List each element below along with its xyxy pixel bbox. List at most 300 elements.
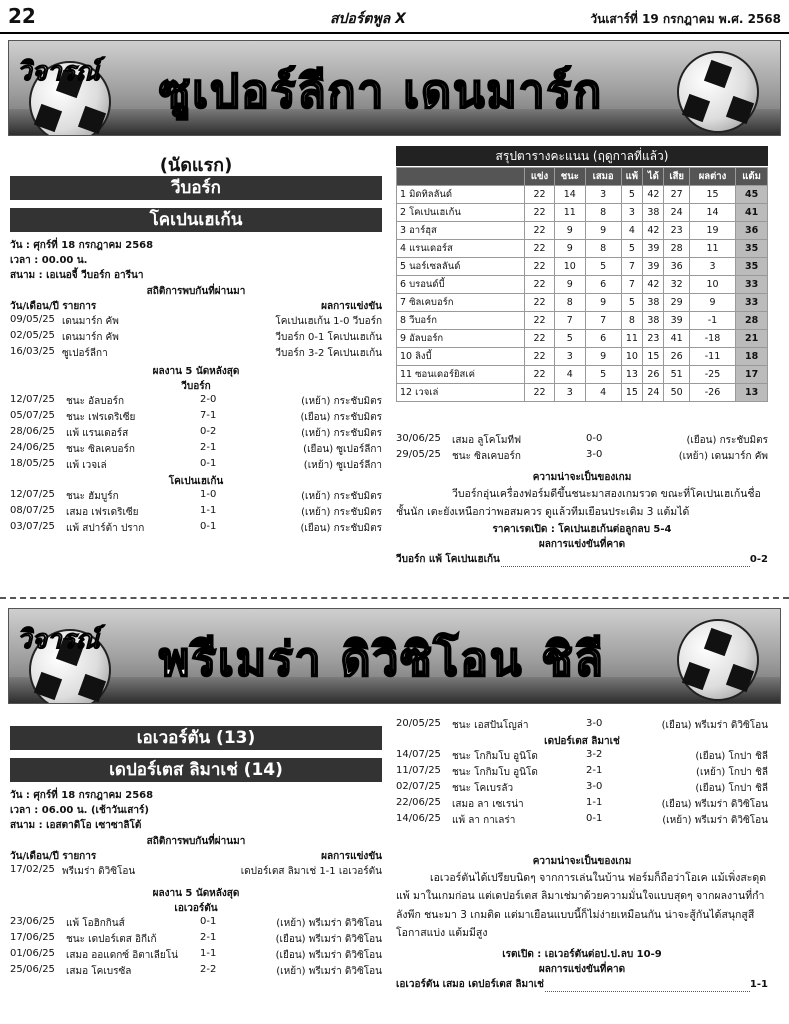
stat-cell: 22 <box>525 186 555 204</box>
stat-cell: 38 <box>643 204 664 222</box>
stat-cell: 8 <box>554 294 585 312</box>
row-venue-competition: (เยือน) กระชับมิตร <box>300 412 382 423</box>
table-row <box>397 366 768 384</box>
team2-form-title: เดปอร์เตส ลิมาเช่ <box>544 736 620 747</box>
row-venue-competition: (เยือน) กระชับมิตร <box>686 435 768 446</box>
row-score: 2-1 <box>586 765 603 776</box>
stat-cell: 4 <box>621 222 643 240</box>
row-score: 0-1 <box>200 458 217 469</box>
form-row <box>10 521 382 536</box>
row-result: โคเปนเฮเก้น 1-0 วีบอร์ก <box>275 316 382 327</box>
stat-cell: 42 <box>643 186 664 204</box>
row-venue-competition: (เหย้า) กระชับมิตร <box>301 507 382 518</box>
row-venue-competition: (เยือน) โกปา ชิลี <box>695 783 768 794</box>
table-row <box>397 258 768 276</box>
row-competition: เดนมาร์ก คัพ <box>62 332 119 343</box>
team1-form-list <box>10 394 382 474</box>
stat-cell: 22 <box>525 222 555 240</box>
row-date: 09/05/25 <box>10 314 55 325</box>
points-cell: 35 <box>736 258 768 276</box>
table-header-team <box>397 168 525 186</box>
row-venue-competition: (เหย้า) เดนมาร์ก คัพ <box>678 451 768 462</box>
predict-text: เอเวอร์ตัน เสมอ เดปอร์เตส ลิมาเช่ <box>396 978 544 990</box>
row-venue-competition: (เยือน) ซูเปอร์ลีกา <box>303 444 382 455</box>
row-score: 0-2 <box>200 426 217 437</box>
row-venue-competition: (เยือน) โกปา ชิลี <box>695 751 768 762</box>
stat-cell: 5 <box>621 240 643 258</box>
h2h-title: สถิติการพบกันที่ผ่านมา <box>146 286 246 297</box>
row-result: เดปอร์เตส ลิมาเช่ 1-1 เอเวอร์ตัน <box>240 866 382 877</box>
row-date: 01/06/25 <box>10 948 55 959</box>
analysis-text: เอเวอร์ตันได้เปรียบนิดๆ จากการเล่นในบ้าน ฟอร์มก็ถือว่าโอเค แม้เพิ่งสะดุดแพ้ มาในเกมก่อน แต่เดปอร์เตส ลิมาเช่มาด้วยความมั่นใจแบบสุดๆ จากผลงานที่กำลังพีก ชนะมา 3 เกมติด แต่มาเยือนแบบนี้ก็ไม่ง่ายเหมือนกัน น่าจะสู้กันได้สนุกสูสี โอกาสแบ่ง แต้มมีสูง <box>396 872 767 940</box>
form-row <box>10 948 382 963</box>
stat-cell: 39 <box>664 312 689 330</box>
h2h-row <box>10 330 382 345</box>
team2-form-title: โคเปนเฮเก้น <box>168 476 224 487</box>
row-score: 2-1 <box>200 932 217 943</box>
stat-cell: 7 <box>585 312 621 330</box>
stat-cell: 15 <box>689 186 735 204</box>
stat-cell: 23 <box>664 222 689 240</box>
stat-cell: 10 <box>554 258 585 276</box>
table-header-cell: แพ้ <box>621 168 643 186</box>
points-cell: 35 <box>736 240 768 258</box>
points-cell: 33 <box>736 294 768 312</box>
analysis-text: วีบอร์กอุ่นเครื่องฟอร์มดีขึ้นชนะมาสองเกมรวด ขณะที่โคเปนเฮเก้นชื่อชั้นนัก เตะยังเหนือกว่าพอสมควร ดูแล้วทีมเยือนประเดิม 3 แต้มได้ <box>396 488 761 519</box>
stat-cell: 51 <box>664 366 689 384</box>
banner-denmark <box>8 40 781 136</box>
stat-cell: 22 <box>525 240 555 258</box>
stat-cell: -1 <box>689 312 735 330</box>
analysis-a <box>396 470 768 567</box>
team-cell: 7 ซิลเคบอร์ก <box>397 294 525 312</box>
stat-cell: 22 <box>525 330 555 348</box>
predict-title: ผลการแข่งขันที่คาด <box>538 538 626 550</box>
stat-cell: 14 <box>554 186 585 204</box>
row-date: 03/07/25 <box>10 521 55 532</box>
table-row <box>397 348 768 366</box>
stat-cell: 42 <box>643 276 664 294</box>
banner-chile <box>8 608 781 704</box>
row-date: 20/05/25 <box>396 718 441 729</box>
points-cell: 45 <box>736 186 768 204</box>
form-row <box>396 765 768 780</box>
table-header-cell: แต้ม <box>736 168 768 186</box>
stat-cell: 9 <box>554 222 585 240</box>
stat-cell: 22 <box>525 366 555 384</box>
team1-form-title: วีบอร์ก <box>181 381 211 392</box>
stat-cell: 3 <box>689 258 735 276</box>
h2h-row <box>10 314 382 329</box>
points-cell: 28 <box>736 312 768 330</box>
form-row <box>396 749 768 764</box>
row-venue-competition: (เหย้า) โกปา ชิลี <box>696 767 768 778</box>
stat-cell: 6 <box>585 330 621 348</box>
stat-cell: 3 <box>621 204 643 222</box>
row-opponent: ชนะ เดปอร์เตส อิกีเก้ <box>66 934 157 945</box>
stat-cell: 22 <box>525 204 555 222</box>
row-competition: พรีเมร่า ดิวิซิโอน <box>62 866 136 877</box>
col-result: ผลการแข่งขัน <box>321 851 382 862</box>
match-time: เวลา : 06.00 น. (เช้าวันเสาร์) <box>10 805 149 816</box>
points-cell: 17 <box>736 366 768 384</box>
row-opponent: ชนะ ซิลเคบอร์ก <box>66 444 135 455</box>
stat-cell: 9 <box>585 222 621 240</box>
team-cell: 1 มิดทิลลันด์ <box>397 186 525 204</box>
form-title: ผลงาน 5 นัดหลังสุด <box>152 888 240 899</box>
stat-cell: 9 <box>554 276 585 294</box>
stat-cell: 6 <box>585 276 621 294</box>
form-row <box>10 394 382 409</box>
home-team-bar: เอเวอร์ตัน (13) <box>10 726 382 750</box>
stat-cell: 11 <box>554 204 585 222</box>
form-row <box>10 458 382 473</box>
table-header-cell: ได้ <box>643 168 664 186</box>
row-date: 16/03/25 <box>10 346 55 357</box>
stat-cell: 28 <box>664 240 689 258</box>
form-row <box>396 781 768 796</box>
col-date-type: วัน/เดือน/ปี รายการ <box>10 851 97 862</box>
stat-cell: 9 <box>689 294 735 312</box>
stat-cell: 9 <box>585 294 621 312</box>
form-row <box>396 718 768 733</box>
stat-cell: 38 <box>643 312 664 330</box>
row-opponent: ชนะ เฟรเดริเซีย <box>66 412 136 423</box>
h2h-row <box>10 864 382 879</box>
stat-cell: 50 <box>664 384 689 402</box>
form-row <box>10 964 382 979</box>
stat-cell: 9 <box>585 348 621 366</box>
league-title: ซูเปอร์ลีกา เดนมาร์ก <box>159 64 604 118</box>
stat-cell: 22 <box>525 276 555 294</box>
stat-cell: 13 <box>621 366 643 384</box>
team1-form-list <box>10 916 382 980</box>
table-row <box>397 276 768 294</box>
stat-cell: -25 <box>689 366 735 384</box>
row-opponent: ชนะ โกกิมโบ อูนิโด <box>452 767 538 778</box>
stat-cell: 39 <box>643 240 664 258</box>
stat-cell: 8 <box>585 204 621 222</box>
football-icon <box>677 51 759 133</box>
row-result: วีบอร์ก 0-1 โคเปนเฮเก้น <box>275 332 382 343</box>
table-row <box>397 222 768 240</box>
stat-cell: 19 <box>689 222 735 240</box>
divider <box>0 597 789 599</box>
stat-cell: 29 <box>664 294 689 312</box>
row-opponent: ชนะ โคเบรลัว <box>452 783 514 794</box>
stat-cell: 22 <box>525 258 555 276</box>
stat-cell: 26 <box>643 366 664 384</box>
h2h-row <box>10 346 382 361</box>
row-score: 3-0 <box>586 449 603 460</box>
col-date-type: วัน/เดือน/ปี รายการ <box>10 301 97 312</box>
row-venue-competition: (เหย้า) กระชับมิตร <box>301 428 382 439</box>
table-header-cell: ผลต่าง <box>689 168 735 186</box>
row-date: 17/06/25 <box>10 932 55 943</box>
stat-cell: 22 <box>525 384 555 402</box>
stat-cell: 23 <box>643 330 664 348</box>
form-row <box>396 797 768 812</box>
form-row <box>396 449 768 464</box>
row-opponent: แพ้ สปาร์ต้า ปราก <box>66 523 145 534</box>
stat-cell: 9 <box>554 240 585 258</box>
row-opponent: แพ้ แรนเดอร์ส <box>66 428 129 439</box>
row-competition: เดนมาร์ก คัพ <box>62 316 119 327</box>
h2h-title: สถิติการพบกันที่ผ่านมา <box>146 836 246 847</box>
row-score: 1-1 <box>200 505 217 516</box>
form-row <box>10 489 382 504</box>
form-row <box>10 916 382 931</box>
row-venue-competition: (เยือน) พรีเมร่า ดิวิซิโอน <box>275 934 382 945</box>
h2h-list <box>10 864 382 886</box>
row-venue-competition: (เยือน) กระชับมิตร <box>300 523 382 534</box>
stat-cell: 24 <box>664 204 689 222</box>
team-cell: 4 แรนเดอร์ส <box>397 240 525 258</box>
analysis-title: ความน่าจะเป็นของเกม <box>532 856 632 867</box>
team1-form-list-cont <box>396 718 768 734</box>
stat-cell: 32 <box>664 276 689 294</box>
row-venue-competition: (เหย้า) กระชับมิตร <box>301 396 382 407</box>
team-cell: 11 ซอนเดอร์ยิสเค่ <box>397 366 525 384</box>
stat-cell: 5 <box>585 366 621 384</box>
row-score: 0-0 <box>586 433 603 444</box>
row-opponent: เสมอ เฟรเดริเซีย <box>66 507 139 518</box>
form-row <box>396 433 768 448</box>
team-cell: 9 อัลบอร์ก <box>397 330 525 348</box>
stat-cell: 7 <box>621 258 643 276</box>
row-score: 3-2 <box>586 749 603 760</box>
col-result: ผลการแข่งขัน <box>321 301 382 312</box>
row-score: 2-1 <box>200 442 217 453</box>
team-cell: 2 โคเปนเฮเก้น <box>397 204 525 222</box>
predict-text: วีบอร์ก แพ้ โคเปนเฮเก้น <box>396 553 500 565</box>
predict-score: 0-2 <box>749 553 768 565</box>
stat-cell: -18 <box>689 330 735 348</box>
row-date: 02/07/25 <box>396 781 441 792</box>
league-title: พรีเมร่า ดิวิซิโอน ชิลี <box>159 632 605 686</box>
stat-cell: -26 <box>689 384 735 402</box>
stat-cell: 22 <box>525 294 555 312</box>
row-score: 3-0 <box>586 718 603 729</box>
row-date: 11/07/25 <box>396 765 441 776</box>
row-opponent: แพ้ ลา กาเลร่า <box>452 815 516 826</box>
home-team-bar: วีบอร์ก <box>10 176 382 200</box>
points-cell: 41 <box>736 204 768 222</box>
stat-cell: -11 <box>689 348 735 366</box>
row-venue-competition: (เหย้า) ซูเปอร์ลีกา <box>303 460 382 471</box>
form-row <box>10 442 382 457</box>
stat-cell: 5 <box>554 330 585 348</box>
section-label: วิจารณ์ <box>17 57 100 87</box>
predict-title: ผลการแข่งขันที่คาด <box>538 963 626 975</box>
stat-cell: 4 <box>585 384 621 402</box>
row-venue-competition: (เหย้า) พรีเมร่า ดิวิซิโอน <box>662 815 768 826</box>
table-header-cell: แข่ง <box>525 168 555 186</box>
row-date: 24/06/25 <box>10 442 55 453</box>
row-opponent: เสมอ โคเบรซัล <box>66 966 132 977</box>
stat-cell: 42 <box>643 222 664 240</box>
row-date: 23/06/25 <box>10 916 55 927</box>
stat-cell: 11 <box>689 240 735 258</box>
match-date: วัน : ศุกร์ที่ 18 กรกฎาคม 2568 <box>10 790 154 801</box>
standings-table <box>396 167 768 402</box>
away-team-bar: โคเปนเฮเก้น <box>10 208 382 232</box>
row-date: 08/07/25 <box>10 505 55 516</box>
masthead-logo: สปอร์ตพูล X <box>330 11 406 27</box>
analysis-title: ความน่าจะเป็นของเกม <box>532 472 632 483</box>
standings-title: สรุปตารางคะแนน (ฤดูกาลที่แล้ว) <box>396 146 768 166</box>
points-cell: 36 <box>736 222 768 240</box>
h2h-list <box>10 314 382 364</box>
form-row <box>10 410 382 425</box>
table-header-cell: ชนะ <box>554 168 585 186</box>
stat-cell: 5 <box>585 258 621 276</box>
form-row <box>10 505 382 520</box>
stat-cell: 3 <box>554 348 585 366</box>
row-score: 2-0 <box>200 394 217 405</box>
points-cell: 33 <box>736 276 768 294</box>
team1-form-title: เอเวอร์ตัน <box>174 903 218 914</box>
row-score: 0-1 <box>200 521 217 532</box>
table-row <box>397 294 768 312</box>
table-row <box>397 312 768 330</box>
row-venue-competition: (เหย้า) กระชับมิตร <box>301 491 382 502</box>
row-opponent: แพ้ เวจเล่ <box>66 460 107 471</box>
row-competition: ซูเปอร์ลีกา <box>62 348 108 359</box>
row-score: 1-1 <box>586 797 603 808</box>
stat-cell: 7 <box>554 312 585 330</box>
row-opponent: เสมอ ออแดกซ์ อิตาเลียโน่ <box>66 950 178 961</box>
team-cell: 3 อาร์ฮุส <box>397 222 525 240</box>
row-date: 14/06/25 <box>396 813 441 824</box>
row-opponent: แพ้ โอฮิกกินส์ <box>66 918 125 929</box>
stat-cell: 36 <box>664 258 689 276</box>
stat-cell: 15 <box>643 348 664 366</box>
row-opponent: ชนะ เอสปันโญล่า <box>452 720 529 731</box>
team2-form-list <box>396 749 768 845</box>
stat-cell: 24 <box>643 384 664 402</box>
points-cell: 21 <box>736 330 768 348</box>
row-venue-competition: (เยือน) พรีเมร่า ดิวิซิโอน <box>661 720 768 731</box>
row-venue-competition: (เหย้า) พรีเมร่า ดิวิซิโอน <box>276 918 382 929</box>
stat-cell: 3 <box>554 384 585 402</box>
table-row <box>397 240 768 258</box>
row-score: 1-0 <box>200 489 217 500</box>
row-score: 3-0 <box>586 781 603 792</box>
row-venue-competition: (เยือน) พรีเมร่า ดิวิซิโอน <box>275 950 382 961</box>
team-cell: 10 ลิงบี้ <box>397 348 525 366</box>
stat-cell: 8 <box>585 240 621 258</box>
form-row <box>396 813 768 828</box>
row-score: 7-1 <box>200 410 217 421</box>
stat-cell: 5 <box>621 294 643 312</box>
table-header-cell: เสีย <box>664 168 689 186</box>
page-header <box>0 0 789 34</box>
stat-cell: 41 <box>664 330 689 348</box>
points-cell: 13 <box>736 384 768 402</box>
stat-cell: 4 <box>554 366 585 384</box>
row-date: 14/07/25 <box>396 749 441 760</box>
row-date: 30/06/25 <box>396 433 441 444</box>
team2-form-list-cont <box>396 433 768 467</box>
row-date: 28/06/25 <box>10 426 55 437</box>
table-header-cell: เสมอ <box>585 168 621 186</box>
match-date: วัน : ศุกร์ที่ 18 กรกฎาคม 2568 <box>10 240 154 251</box>
row-opponent: เสมอ ลูโคโมทีฟ <box>452 435 522 446</box>
match-time: เวลา : 00.00 น. <box>10 255 88 266</box>
stat-cell: 26 <box>664 348 689 366</box>
team-cell: 12 เวจเล่ <box>397 384 525 402</box>
match-preview-a <box>10 150 382 590</box>
row-score: 0-1 <box>200 916 217 927</box>
form-row <box>10 932 382 947</box>
odds-line: ราคาเรตเปิด : โคเปนเฮเก้นต่อลูกลบ 5-4 <box>492 523 672 535</box>
stat-cell: 15 <box>621 384 643 402</box>
row-date: 05/07/25 <box>10 410 55 421</box>
odds-line: เรตเปิด : เอเวอร์ตันต่อป.ป.ลบ 10-9 <box>502 948 662 960</box>
stat-cell: 10 <box>689 276 735 294</box>
row-venue-competition: (เหย้า) พรีเมร่า ดิวิซิโอน <box>276 966 382 977</box>
team-cell: 5 นอร์เซลลันด์ <box>397 258 525 276</box>
row-opponent: ชนะ ฮัมบูร์ก <box>66 491 119 502</box>
stat-cell: 10 <box>621 348 643 366</box>
stat-cell: 39 <box>643 258 664 276</box>
table-row <box>397 186 768 204</box>
stat-cell: 7 <box>621 276 643 294</box>
row-date: 22/06/25 <box>396 797 441 808</box>
row-opponent: ชนะ อัลบอร์ก <box>66 396 125 407</box>
form-title: ผลงาน 5 นัดหลังสุด <box>152 366 240 377</box>
row-result: วีบอร์ก 3-2 โคเปนเฮเก้น <box>275 348 382 359</box>
stat-cell: 5 <box>621 186 643 204</box>
row-date: 18/05/25 <box>10 458 55 469</box>
row-opponent: เสมอ ลา เซเรน่า <box>452 799 524 810</box>
row-date: 25/06/25 <box>10 964 55 975</box>
row-date: 02/05/25 <box>10 330 55 341</box>
section-label: วิจารณ์ <box>17 625 100 655</box>
match-preview-b <box>10 726 382 1024</box>
table-row <box>397 204 768 222</box>
table-row <box>397 384 768 402</box>
stat-cell: 27 <box>664 186 689 204</box>
predict-score: 1-1 <box>749 978 768 990</box>
stat-cell: 3 <box>585 186 621 204</box>
team-cell: 6 บรอนด์บี้ <box>397 276 525 294</box>
row-date: 12/07/25 <box>10 394 55 405</box>
page-number: 22 <box>8 4 36 28</box>
row-opponent: ชนะ โกกิมโบ อูนิโด <box>452 751 538 762</box>
team-cell: 8 วีบอร์ก <box>397 312 525 330</box>
match-venue: สนาม : เอสตาดิโอ เซาซาลิโต้ <box>10 820 142 831</box>
row-opponent: ชนะ ซิลเคบอร์ก <box>452 451 521 462</box>
opener-label: (นัดแรก) <box>159 155 233 176</box>
analysis-b <box>396 854 768 992</box>
row-date: 29/05/25 <box>396 449 441 460</box>
row-score: 0-1 <box>586 813 603 824</box>
football-icon <box>677 619 759 701</box>
row-score: 2-2 <box>200 964 217 975</box>
away-team-bar: เดปอร์เตส ลิมาเช่ (14) <box>10 758 382 782</box>
team2-form-list <box>10 489 382 539</box>
stat-cell: 14 <box>689 204 735 222</box>
row-venue-competition: (เยือน) พรีเมร่า ดิวิซิโอน <box>661 799 768 810</box>
table-row <box>397 330 768 348</box>
points-cell: 18 <box>736 348 768 366</box>
stat-cell: 22 <box>525 348 555 366</box>
issue-date: วันเสาร์ที่ 19 กรกฎาคม พ.ศ. 2568 <box>590 12 781 26</box>
stat-cell: 38 <box>643 294 664 312</box>
row-score: 1-1 <box>200 948 217 959</box>
